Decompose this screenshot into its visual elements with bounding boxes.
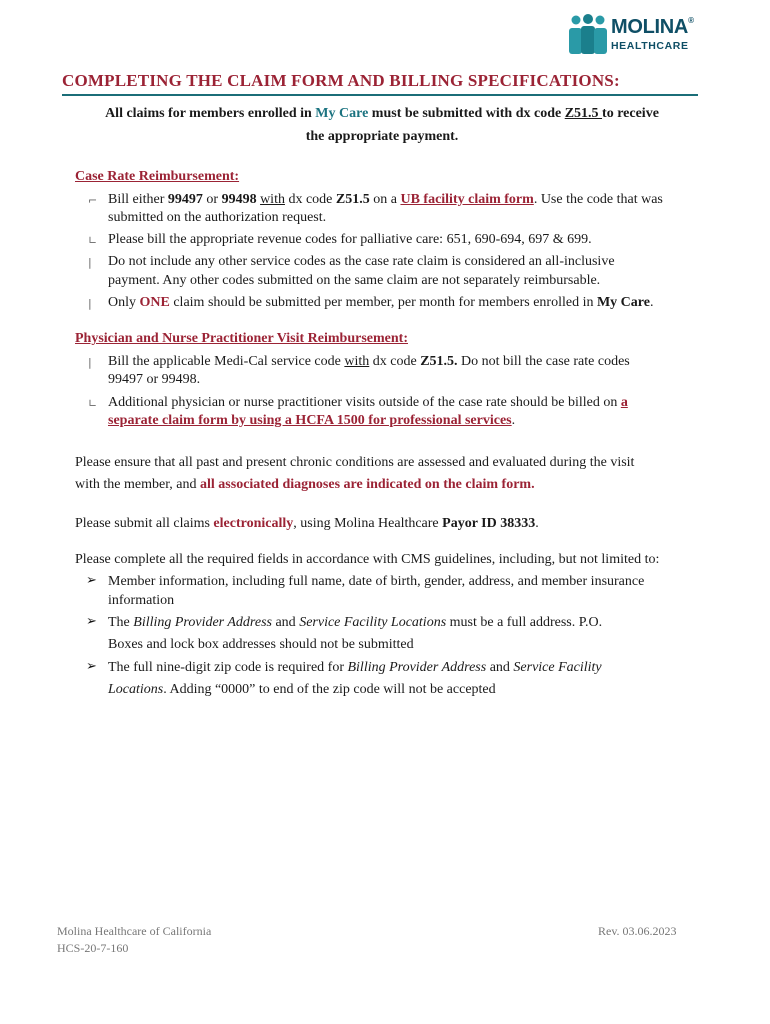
ub-claim-form-link[interactable]: UB facility claim form: [400, 192, 534, 207]
title-rule: [62, 94, 698, 96]
bullet-icon: |: [88, 356, 92, 369]
molina-logo: [566, 14, 704, 58]
case-rate-item-1-line2: submitted on the authorization request.: [108, 210, 327, 225]
arrow-bullet-icon: ➢: [86, 573, 97, 588]
ensure-line-2: with the member, and all associated diagnoses are indicated on the claim form.: [75, 477, 535, 492]
physician-heading: Physician and Nurse Practitioner Visit Reimbursement:: [75, 331, 408, 346]
case-rate-item-2: Please bill the appropriate revenue codes for palliative care: 651, 690-694, 697 & 699.: [108, 232, 592, 247]
page-title: COMPLETING THE CLAIM FORM AND BILLING SPECIFICATIONS:: [62, 71, 620, 90]
arrow-bullet-icon: ➢: [86, 614, 97, 629]
molina-people-icon: [566, 14, 610, 56]
complete-bullet-3-line2: Locations. Adding “0000” to end of the zip code will not be accepted: [108, 682, 496, 697]
physician-item-2-line2: separate claim form by using a HCFA 1500 for professional services.: [108, 413, 516, 428]
case-rate-item-3-line2: payment. Any other codes submitted on the same claim are not separately reimbursable.: [108, 273, 601, 288]
physician-item-2: Additional physician or nurse practitioner visits outside of the case rate should be billed on a: [108, 395, 628, 410]
complete-bullet-2-line2: Boxes and lock box addresses should not be submitted: [108, 637, 414, 652]
complete-intro: Please complete all the required fields in accordance with CMS guidelines, including, but not limited to:: [75, 552, 660, 567]
footer-org: Molina Healthcare of California: [57, 924, 212, 938]
bullet-icon: ∟: [88, 234, 98, 247]
hcfa-link-part1[interactable]: a: [620, 395, 628, 410]
case-rate-item-4: Only ONE claim should be submitted per member, per month for members enrolled in My Care.: [108, 295, 654, 310]
intro-line-2: the appropriate payment.: [305, 129, 459, 144]
bullet-icon: ∟: [88, 397, 98, 410]
complete-bullet-1: Member information, including full name, date of birth, gender, address, and member insurance: [108, 574, 645, 589]
submit-paragraph: Please submit all claims electronically, using Molina Healthcare Payor ID 38333.: [75, 516, 539, 531]
complete-bullet-1-line2: information: [108, 593, 175, 608]
complete-bullet-2: The Billing Provider Address and Service Facility Locations must be a full address. P.O.: [108, 615, 603, 630]
case-rate-item-1: Bill either 99497 or 99498 with dx code Z51.5 on a UB facility claim form. Use the code that was: [108, 192, 663, 207]
complete-bullet-3: The full nine-digit zip code is required for Billing Provider Address and Service Facility: [108, 660, 602, 675]
case-rate-heading: Case Rate Reimbursement:: [75, 169, 240, 184]
footer-code: HCS-20-7-160: [57, 941, 129, 955]
case-rate-item-3: Do not include any other service codes as the case rate claim is considered an all-inclusive: [108, 254, 615, 269]
logo-subtitle: HEALTHCARE: [611, 40, 689, 52]
physician-item-1-line2: 99497 or 99498.: [108, 372, 201, 387]
arrow-bullet-icon: ➢: [86, 659, 97, 674]
ensure-line-1: Please ensure that all past and present chronic conditions are assessed and evaluated during the visit: [75, 455, 635, 470]
bullet-icon: |: [88, 256, 92, 269]
physician-item-1: Bill the applicable Medi-Cal service code with dx code Z51.5. Do not bill the case rate codes: [108, 354, 630, 369]
hcfa-link-part2[interactable]: separate claim form by using a HCFA 1500 for professional services: [108, 413, 512, 428]
bullet-icon: |: [88, 297, 92, 310]
bullet-icon: ⌐: [88, 194, 98, 207]
footer-revision: Rev. 03.06.2023: [598, 924, 677, 938]
intro-line-1: All claims for members enrolled in My Care must be submitted with dx code Z51.5 to receive: [105, 106, 659, 121]
logo-name: MOLINA®: [611, 16, 694, 38]
